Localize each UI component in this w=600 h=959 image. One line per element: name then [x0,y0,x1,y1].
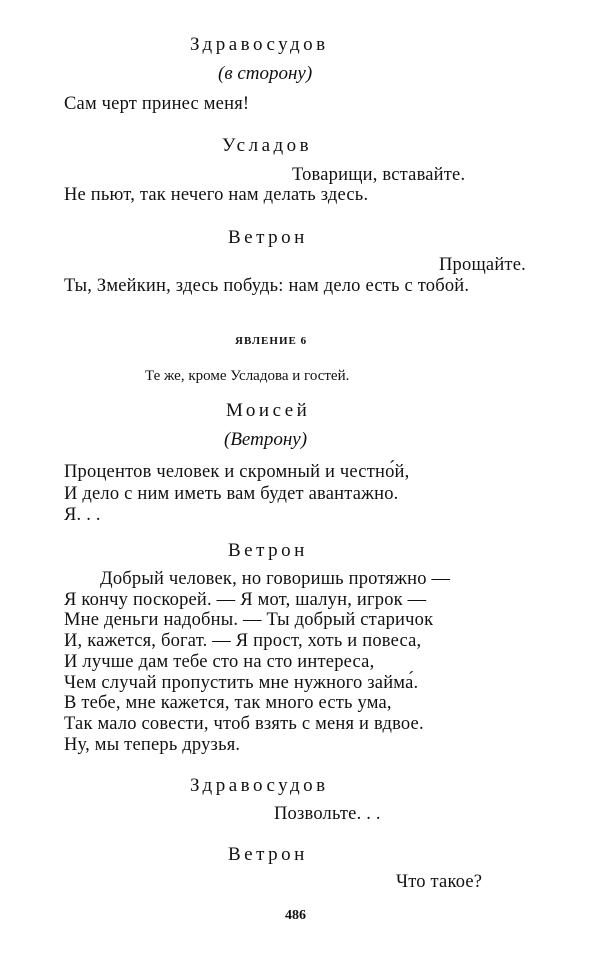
verse-line: Мне деньги надобны. — Ты добрый старичок [64,610,434,630]
page-number: 486 [285,908,306,923]
verse-line: В тебе, мне кажется, так много есть ума, [64,693,392,713]
verse-line: Не пьют, так нечего нам делать здесь. [64,185,369,205]
verse-line: Позвольте. . . [274,804,381,824]
verse-line: Сам черт принес меня! [64,94,250,114]
speaker-moisey: Моисей [226,400,311,421]
speaker-vetron: Ветрон [228,844,308,865]
speaker-zdravosudov: Здравосудов [190,775,329,796]
verse-line: Ну, мы теперь друзья. [64,735,241,755]
verse-line: Я. . . [64,505,101,525]
stage-direction: (в сторону) [218,63,313,84]
verse-line: И дело с ним иметь вам будет авантажно. [64,484,399,504]
verse-line: Что такое? [396,872,483,892]
verse-line: И, кажется, богат. — Я прост, хоть и повеса, [64,631,422,651]
speaker-zdravosudov: Здравосудов [190,34,329,55]
speaker-vetron: Ветрон [228,540,308,561]
verse-line: Ты, Змейкин, здесь побудь: нам дело есть с тобой. [64,276,470,296]
verse-line: Товарищи, вставайте. [292,165,466,185]
verse-line: Так мало совести, чтоб взять с меня и вдвое. [64,714,424,734]
verse-line: Процентов человек и скромный и честно́й, [64,462,410,482]
scene-heading: ЯВЛЕНИЕ 6 [235,335,308,347]
speaker-usladov: Усладов [222,135,313,156]
stage-direction: (Ветрону) [224,429,308,450]
verse-line: Добрый человек, но говоришь протяжно — [100,569,451,589]
verse-line: Я кончу поскорей. — Я мот, шалун, игрок — [64,590,427,610]
speaker-vetron: Ветрон [228,227,308,248]
verse-line: И лучше дам тебе сто на сто интереса, [64,652,375,672]
verse-line: Чем случай пропустить мне нужного займа́. [64,673,419,693]
verse-line: Прощайте. [439,255,526,275]
scene-description: Те же, кроме Усладова и гостей. [145,368,350,384]
